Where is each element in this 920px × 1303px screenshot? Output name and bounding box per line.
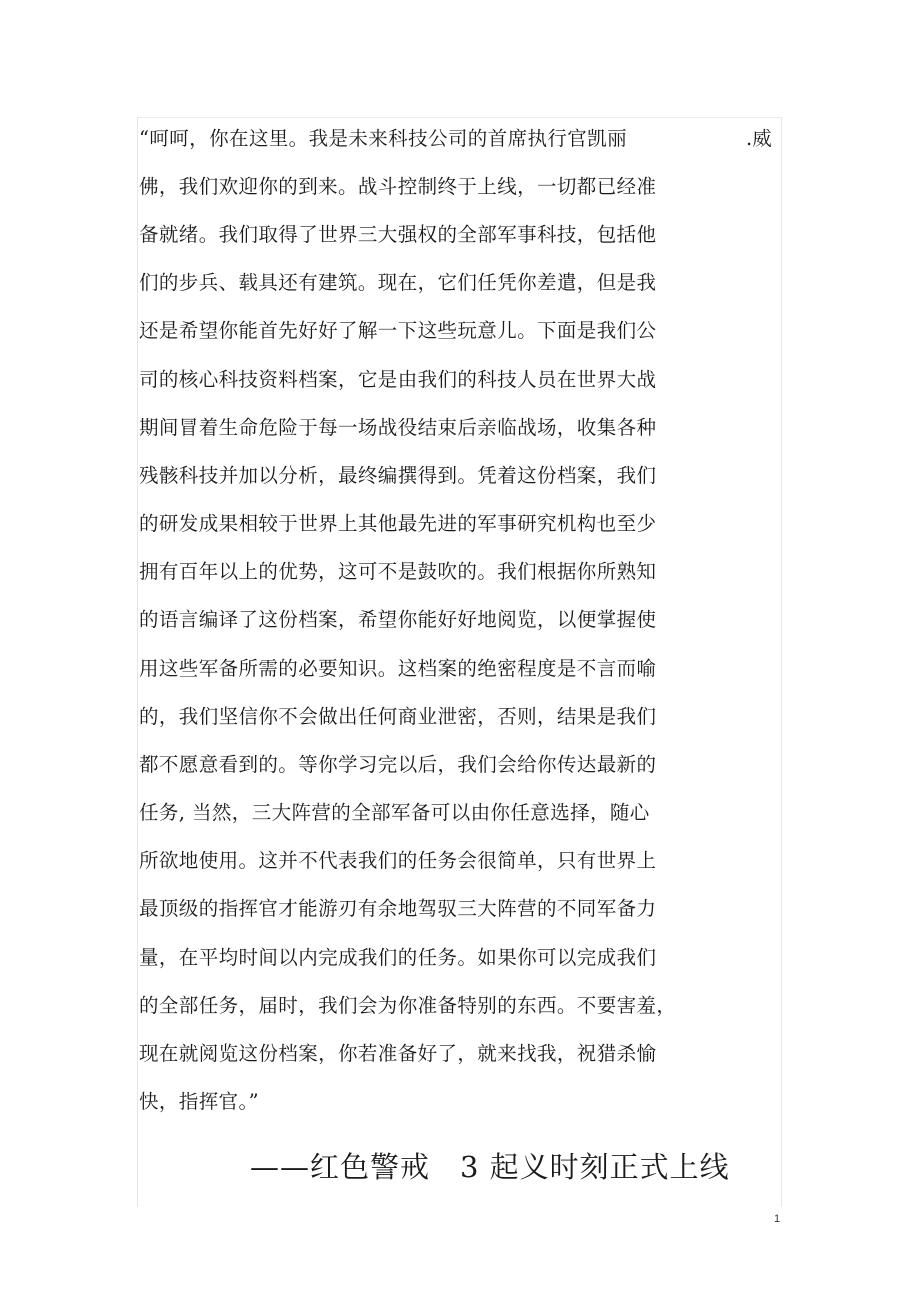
text-line-1: “呵呵，你在这里。我是未来科技公司的首席执行官凯丽: [139, 127, 627, 150]
text-line-7: 期间冒着生命危险于每一场战役结束后亲临战场，收集各种: [139, 416, 657, 439]
text-line-5: 还是希望你能首先好好了解一下这些玩意儿。下面是我们公: [139, 319, 657, 342]
text-line-19: 的全部任务，届时，我们会为你准备特别的东西。不要害羞，: [139, 994, 677, 1017]
text-line-17: 最顶级的指挥官才能游刃有余地驾驭三大阵营的不同军备力: [139, 897, 657, 920]
signature-line: ——红色警戒 3 起义时刻正式上线: [250, 1150, 730, 1184]
text-line-2: 佛，我们欢迎你的到来。战斗控制终于上线，一切都已经准: [139, 175, 657, 198]
text-line-1-tail: .威: [746, 127, 772, 150]
text-line-10: 拥有百年以上的优势，这可不是鼓吹的。我们根据你所熟知: [139, 560, 657, 583]
text-line-20: 现在就阅览这份档案，你若准备好了，就来找我，祝猎杀愉: [139, 1042, 657, 1065]
page-number: 1: [774, 1213, 781, 1225]
text-line-11: 的语言编译了这份档案，希望你能好好地阅览，以便掌握使: [139, 608, 657, 631]
text-line-21: 快，指挥官。”: [139, 1090, 260, 1113]
text-line-8: 残骸科技并加以分析，最终编撰得到。凭着这份档案，我们: [139, 464, 657, 487]
text-line-3: 备就绪。我们取得了世界三大强权的全部军事科技，包括他: [139, 223, 657, 246]
text-line-13: 的，我们坚信你不会做出任何商业泄密，否则，结果是我们: [139, 705, 657, 728]
text-line-18: 量，在平均时间以内完成我们的任务。如果你可以完成我们: [139, 946, 657, 969]
text-line-4: 们的步兵、载具还有建筑。现在，它们任凭你差遣，但是我: [139, 271, 657, 294]
text-line-6: 司的核心科技资料档案，它是由我们的科技人员在世界大战: [139, 368, 657, 391]
text-line-14: 都不愿意看到的。等你学习完以后，我们会给你传达最新的: [139, 753, 657, 776]
text-line-16: 所欲地使用。这并不代表我们的任务会很简单，只有世界上: [139, 849, 657, 872]
text-line-9: 的研发成果相较于世界上其他最先进的军事研究机构也至少: [139, 512, 657, 535]
text-line-12: 用这些军备所需的必要知识。这档案的绝密程度是不言而喻: [139, 657, 657, 680]
text-line-15: 任务, 当然，三大阵营的全部军备可以由你任意选择，随心: [139, 801, 650, 824]
